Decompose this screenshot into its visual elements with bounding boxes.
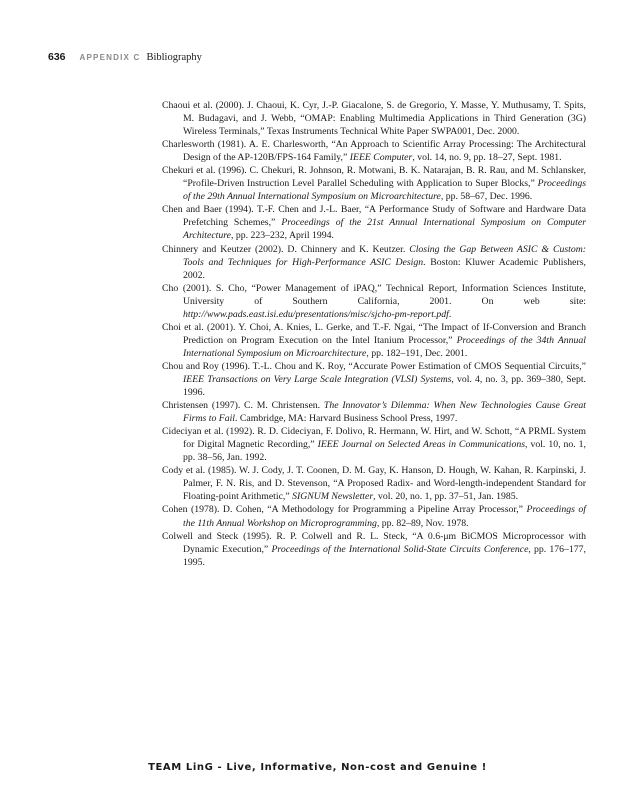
entry-text-tail: , vol. 4, no. 3, pp. 369–380, Sept. 1996.	[183, 373, 586, 399]
entry-text-tail: , vol. 14, no. 9, pp. 18–27, Sept. 1981.	[412, 152, 562, 164]
bibliography-entry	[162, 321, 586, 360]
entry-text-tail: , pp. 182–191, Dec. 2001.	[366, 347, 468, 359]
entry-italic-text: IEEE Transactions on Very Large Scale Integration (VLSI) Systems	[183, 373, 452, 385]
entry-text-tail: , vol. 20, no. 1, pp. 37–51, Jan. 1985.	[373, 491, 519, 503]
entry-text: Charlesworth (1981). A. E. Charlesworth, “An Approach to Scientific Array Processing: The Architectural Design of the AP-120B/FPS-164 Family,”	[162, 139, 586, 164]
section-title: Bibliography	[146, 52, 202, 63]
entry-text: Christensen (1997). C. M. Christensen.	[162, 400, 324, 412]
bibliography-entry	[162, 243, 586, 282]
bibliography-entry	[162, 360, 586, 399]
bibliography-entry	[162, 203, 586, 242]
bibliography-entry	[162, 425, 586, 464]
entry-italic-text: IEEE Computer	[349, 152, 413, 164]
bibliography-entry	[162, 164, 586, 203]
entry-text: Chinnery and Keutzer (2002). D. Chinnery and K. Keutzer.	[162, 243, 410, 255]
entry-italic-text: Proceedings of the International Solid-State Circuits Conference	[271, 543, 529, 555]
watermark-footer: TEAM LinG - Live, Informative, Non-cost and Genuine !	[148, 762, 487, 773]
bibliography-entry	[162, 138, 586, 164]
bibliography-entry	[162, 399, 586, 425]
entry-text-tail: , pp. 176–177, 1995.	[183, 543, 586, 568]
entry-text-tail: . Cambridge, MA: Harvard Business School Press, 1997.	[235, 413, 458, 425]
entry-italic-text: Proceedings of the 34th Annual International Symposium on Microarchitecture	[183, 334, 586, 359]
entry-text-tail: .	[448, 308, 452, 320]
page-number: 636	[48, 51, 66, 63]
entry-italic-text: Closing the Gap Between ASIC & Custom: Tools and Techniques for High-Performance ASIC Design	[183, 243, 586, 268]
entry-italic-text: The Innovator’s Dilemma: When New Technologies Cause Great Firms to Fail	[183, 400, 586, 425]
bibliography-entry	[162, 282, 586, 321]
entry-italic-text: SIGNUM Newsletter	[292, 491, 374, 503]
bibliography-entry	[162, 464, 586, 503]
entry-text: Chen and Baer (1994). T.-F. Chen and J.-L. Baer, “A Performance Study of Software and Hardware Data Prefetching Schemes,”	[162, 204, 586, 229]
entry-text: Colwell and Steck (1995). R. P. Colwell and R. L. Steck, “A 0.6-μm BiCMOS Microprocessor with Dynamic Execution,”	[162, 530, 586, 555]
entry-text: Cho (2001). S. Cho, “Power Management of iPAQ,” Technical Report, Information Sciences Institute, University of Southern California, 2001. On web site:	[162, 282, 586, 307]
entry-italic-text: Proceedings of the 21st Annual International Symposium on Computer Architecture	[183, 217, 586, 242]
entry-text: Cohen (1978). D. Cohen, “A Methodology for Programming a Pipeline Array Processor,”	[162, 504, 527, 516]
bibliography-list	[162, 99, 586, 569]
entry-text-tail: , vol. 10, no. 1, pp. 38–56, Jan. 1992.	[183, 439, 586, 464]
bibliography-entry	[162, 99, 586, 138]
entry-text-tail: . Boston: Kluwer Academic Publishers, 2002.	[183, 256, 586, 281]
entry-text: Cideciyan et al. (1992). R. D. Cideciyan, F. Dolivo, R. Hermann, W. Hirt, and W. Schott, “A PRML System for Digital Magnetic Recording,”	[162, 426, 586, 451]
entry-text-tail: , pp. 58–67, Dec. 1996.	[440, 191, 533, 203]
entry-text: Chaoui et al. (2000). J. Chaoui, K. Cyr, J.-P. Giacalone, S. de Gregorio, Y. Masse, Y. Muthusamy, T. Spits, M. Budagavi, and J. Webb, “OMAP: Enabling Multimedia Applications in Third Generation (3G) Wireless Terminals,” Texas Instruments Technical White Paper SWPA001, Dec. 2000.	[162, 100, 586, 138]
entry-text-tail: , pp. 82–89, Nov. 1978.	[376, 517, 469, 529]
entry-italic-text: Proceedings of the 11th Annual Workshop on Microprogramming	[183, 504, 586, 529]
entry-italic-text: IEEE Journal on Selected Areas in Communications	[317, 439, 526, 451]
running-header	[48, 51, 202, 67]
entry-text: Cody et al. (1985). W. J. Cody, J. T. Coonen, D. M. Gay, K. Hanson, D. Hough, W. Kahan, R. Karpinski, J. Palmer, F. N. Ris, and D. Stevenson, “A Proposed Radix- and Word-length-independent Standard for Floating-point Arithmetic,”	[162, 465, 586, 503]
entry-text: Chou and Roy (1996). T.-L. Chou and K. Roy, “Accurate Power Estimation of CMOS Sequential Circuits,”	[162, 360, 586, 372]
entry-italic-text: Proceedings of the 29th Annual International Symposium on Microarchitecture	[183, 178, 586, 203]
entry-text: Chekuri et al. (1996). C. Chekuri, R. Johnson, R. Motwani, B. K. Natarajan, B. R. Rau, and M. Schlansker, “Profile-Driven Instruction Level Parallel Scheduling with Application to Super Blocks,”	[162, 165, 586, 190]
entry-text-tail: , pp. 223–232, April 1994.	[231, 230, 334, 242]
entry-text: Choi et al. (2001). Y. Choi, A. Knies, L. Gerke, and T.-F. Ngai, “The Impact of If-Conversion and Branch Prediction on Program Execution on the Intel Itanium Processor,”	[162, 321, 586, 346]
appendix-label: APPENDIX C	[79, 53, 141, 62]
bibliography-entry	[162, 530, 586, 569]
entry-url: http://www.pads.east.isi.edu/presentations/misc/sjcho-pm-report.pdf	[183, 308, 449, 320]
bibliography-entry	[162, 503, 586, 529]
